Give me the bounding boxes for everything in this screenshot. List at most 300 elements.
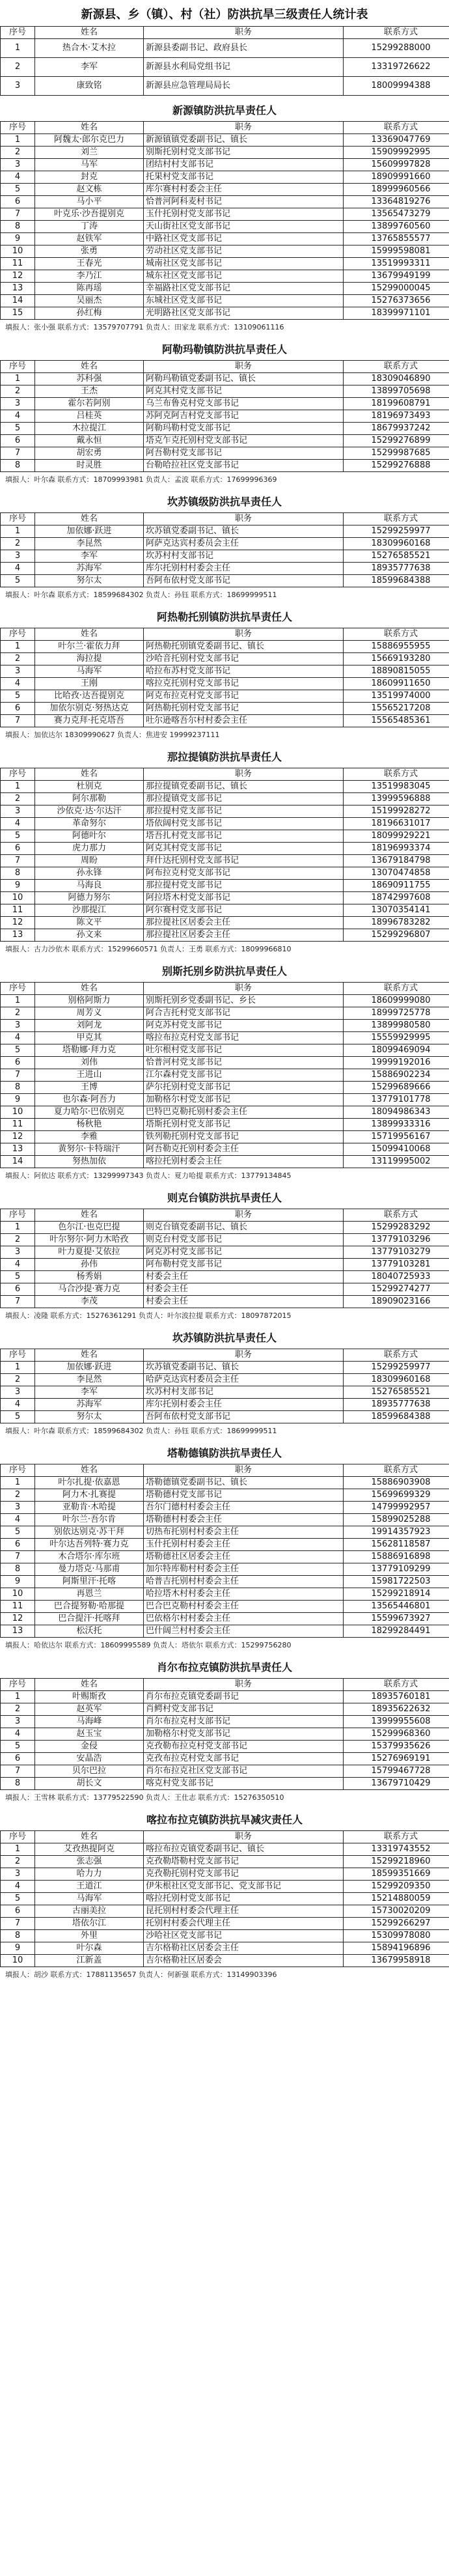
cell-index: 12 <box>1 1613 35 1625</box>
cell-contact: 18309046890 <box>344 373 449 385</box>
cell-name: 加依娜·跃进 <box>35 525 144 538</box>
cell-name: 封克 <box>35 171 144 184</box>
table-row <box>1 1778 449 1790</box>
table-row <box>1 1234 449 1246</box>
cell-position: 喀拉托别村党支部书记 <box>144 1893 344 1905</box>
cell-position: 新源县应急管理局局长 <box>144 77 344 96</box>
cell-index: 4 <box>1 1259 35 1271</box>
table-row <box>1 1007 449 1020</box>
cell-contact: 18040725933 <box>344 1271 449 1283</box>
cell-position: 阿克其村党支部书记 <box>144 385 344 398</box>
cell-contact: 15799467728 <box>344 1765 449 1778</box>
table-row <box>1 563 449 575</box>
header-contact: 联系方式 <box>344 1349 449 1362</box>
section-block <box>0 335 449 484</box>
cell-name: 木合塔尔·库尔班 <box>35 1551 144 1563</box>
cell-contact: 13519983045 <box>344 781 449 793</box>
table-row <box>1 1905 449 1918</box>
table-row <box>1 525 449 538</box>
cell-index: 2 <box>1 1007 35 1020</box>
table-header-row <box>1 122 449 134</box>
cell-index: 8 <box>1 460 35 472</box>
header-index: 序号 <box>1 1831 35 1843</box>
header-name: 姓名 <box>35 1464 144 1477</box>
cell-position: 塔依阔村党支部书记 <box>144 818 344 830</box>
cell-contact: 18609911650 <box>344 678 449 690</box>
cell-position: 切热布托别村村委会主任 <box>144 1526 344 1539</box>
cell-name: 陈文平 <box>35 917 144 929</box>
cell-contact: 18094986343 <box>344 1106 449 1119</box>
cell-index: 10 <box>1 892 35 904</box>
cell-name: 马海军 <box>35 1893 144 1905</box>
cell-contact: 18999725778 <box>344 1007 449 1020</box>
table-row <box>1 929 449 942</box>
cell-index: 8 <box>1 1930 35 1942</box>
cell-index: 13 <box>1 929 35 942</box>
table-header-row <box>1 628 449 641</box>
cell-position: 喀拉托别村委会主任 <box>144 1156 344 1168</box>
table-row <box>1 904 449 917</box>
cell-position: 恰普河阿科麦村书记 <box>144 196 344 208</box>
table-row <box>1 1057 449 1069</box>
cell-position: 巴依格尔村村委会主任 <box>144 1613 344 1625</box>
section-block <box>0 96 449 332</box>
table-row <box>1 641 449 653</box>
cell-name: 叶尔森 <box>35 1942 144 1955</box>
cell-name: 周芳义 <box>35 1007 144 1020</box>
section-block <box>0 1805 449 1980</box>
cell-contact: 18309960168 <box>344 1374 449 1386</box>
table-row <box>1 1362 449 1374</box>
cell-contact: 18996783282 <box>344 917 449 929</box>
table-row <box>1 233 449 245</box>
responsibility-table <box>0 1678 449 1790</box>
county-table-body <box>1 39 449 96</box>
cell-name: 苏海军 <box>35 1399 144 1411</box>
cell-contact: 13779101778 <box>344 1094 449 1106</box>
cell-index: 8 <box>1 1563 35 1576</box>
cell-name: 叶尔兰·吾尔肯 <box>35 1514 144 1526</box>
cell-contact: 14799992957 <box>344 1502 449 1514</box>
cell-position: 坎苏村村支部书记 <box>144 550 344 563</box>
header-index: 序号 <box>1 361 35 373</box>
cell-contact: 15894196896 <box>344 1942 449 1955</box>
cell-position: 沙哈社区党支部书记 <box>144 1930 344 1942</box>
cell-name: 李乃江 <box>35 270 144 283</box>
cell-position: 光明路社区党支部书记 <box>144 307 344 320</box>
table-row <box>1 1728 449 1741</box>
cell-name: 赵文栋 <box>35 184 144 196</box>
cell-position: 那拉提村党支部书记 <box>144 880 344 892</box>
table-row <box>1 1868 449 1881</box>
cell-index: 9 <box>1 233 35 245</box>
section-footer-reporter: 填报人：阿依达 联系方式：13299997343 负责人：夏力哈提 联系方式：13779134845 <box>5 1171 292 1180</box>
cell-index: 1 <box>1 995 35 1007</box>
cell-name: 赵英军 <box>35 1703 144 1716</box>
table-row <box>1 1386 449 1399</box>
table-row <box>1 1856 449 1868</box>
cell-position: 坎苏镇党委副书记、镇长 <box>144 1362 344 1374</box>
cell-position: 阿勒玛勒镇党委副书记、镇长 <box>144 373 344 385</box>
cell-position: 东城社区党支部书记 <box>144 295 344 307</box>
cell-index: 11 <box>1 904 35 917</box>
cell-name: 比哈孜·达吾提别克 <box>35 690 144 703</box>
table-row <box>1 1930 449 1942</box>
cell-position: 伊朱根社区党支部书记、党支部书记 <box>144 1881 344 1893</box>
cell-position: 江尔森村党支部书记 <box>144 1069 344 1082</box>
cell-name: 王春光 <box>35 258 144 270</box>
cell-index: 12 <box>1 1131 35 1143</box>
cell-index: 13 <box>1 1143 35 1156</box>
cell-position: 新源县委副书记、政府县长 <box>144 39 344 58</box>
cell-contact: 13899980580 <box>344 1020 449 1032</box>
table-row <box>1 1881 449 1893</box>
cell-name: 李昆然 <box>35 538 144 550</box>
cell-name: 艾孜热提阿克 <box>35 1843 144 1856</box>
table-row <box>1 1539 449 1551</box>
cell-index: 6 <box>1 1753 35 1765</box>
cell-position: 阿吾勒村党支部书记 <box>144 447 344 460</box>
cell-position: 喀拉布拉克镇党委副书记、镇长 <box>144 1843 344 1856</box>
cell-index: 8 <box>1 867 35 880</box>
cell-position: 那拉提社区居委会主任 <box>144 917 344 929</box>
table-row <box>1 793 449 805</box>
cell-position: 库尔托别村村委会主任 <box>144 563 344 575</box>
table-row <box>1 538 449 550</box>
table-row <box>1 159 449 171</box>
cell-contact: 15299283292 <box>344 1222 449 1234</box>
cell-index: 6 <box>1 196 35 208</box>
cell-index: 12 <box>1 917 35 929</box>
cell-name: 时灵胜 <box>35 460 144 472</box>
section-title: 肖尔布拉克镇防洪抗旱责任人 <box>156 1661 292 1673</box>
cell-contact: 18679937242 <box>344 423 449 435</box>
table-row <box>1 1691 449 1703</box>
cell-name: 叶力夏提·艾依拉 <box>35 1246 144 1259</box>
cell-name: 甲克其 <box>35 1032 144 1044</box>
cell-index: 2 <box>1 538 35 550</box>
cell-position: 阿拉塔木村党支部书记 <box>144 892 344 904</box>
cell-contact: 18199608791 <box>344 398 449 410</box>
table-row <box>1 1551 449 1563</box>
cell-index: 8 <box>1 1778 35 1790</box>
cell-contact: 15276585521 <box>344 1386 449 1399</box>
cell-contact: 18935760181 <box>344 1691 449 1703</box>
cell-name: 李昆然 <box>35 1374 144 1386</box>
cell-contact: 18690911755 <box>344 880 449 892</box>
cell-index: 5 <box>1 1271 35 1283</box>
cell-contact: 15559929995 <box>344 1032 449 1044</box>
cell-index: 2 <box>1 1703 35 1716</box>
cell-index: 7 <box>1 208 35 221</box>
cell-name: 努尔太 <box>35 1411 144 1423</box>
table-row <box>1 1489 449 1502</box>
header-index: 序号 <box>1 983 35 995</box>
cell-contact: 13070354141 <box>344 904 449 917</box>
cell-name: 杜别克 <box>35 781 144 793</box>
header-name: 姓名 <box>35 983 144 995</box>
cell-index: 6 <box>1 1057 35 1069</box>
table-row <box>1 1069 449 1082</box>
table-row <box>1 665 449 678</box>
cell-name: 夏力哈尔·巴依别克 <box>35 1106 144 1119</box>
header-index: 序号 <box>1 768 35 781</box>
cell-position: 克孜勒托别村党支部书记 <box>144 1868 344 1881</box>
table-row <box>1 550 449 563</box>
cell-index: 7 <box>1 715 35 727</box>
cell-index: 5 <box>1 1526 35 1539</box>
cell-contact: 15299276888 <box>344 460 449 472</box>
cell-index: 1 <box>1 781 35 793</box>
cell-position: 阿合吉托村党支部书记 <box>144 1007 344 1020</box>
cell-index: 5 <box>1 575 35 587</box>
cell-position: 团结村村支部书记 <box>144 159 344 171</box>
table-header-row <box>1 1679 449 1691</box>
header-position: 职务 <box>144 513 344 525</box>
table-row <box>1 1514 449 1526</box>
section-title: 别斯托别乡防洪抗旱责任人 <box>161 965 287 977</box>
cell-position: 巴合巴克勒村村委会主任 <box>144 1601 344 1613</box>
table-row <box>1 460 449 472</box>
header-name: 姓名 <box>35 513 144 525</box>
cell-name: 加依尔别克·努热达克 <box>35 703 144 715</box>
cell-contact: 15309978080 <box>344 1930 449 1942</box>
cell-index: 13 <box>1 1625 35 1638</box>
cell-contact: 18890815055 <box>344 665 449 678</box>
cell-position: 吐尔逊喀吾尔村村委会主任 <box>144 715 344 727</box>
cell-contact: 13765855577 <box>344 233 449 245</box>
cell-index: 4 <box>1 818 35 830</box>
table-row <box>1 1131 449 1143</box>
cell-contact: 13679958918 <box>344 1955 449 1967</box>
cell-name: 外里 <box>35 1930 144 1942</box>
cell-position: 塔克乍克托别村党支部书记 <box>144 435 344 447</box>
table-row <box>1 1601 449 1613</box>
header-contact: 联系方式 <box>344 1209 449 1222</box>
cell-position: 塔勒德村党支部书记 <box>144 1489 344 1502</box>
cell-index: 8 <box>1 221 35 233</box>
cell-name: 陈再瑶 <box>35 283 144 295</box>
cell-position: 阿布勒村党支部书记 <box>144 1259 344 1271</box>
cell-position: 肖尔布拉克镇党委副书记 <box>144 1691 344 1703</box>
table-row <box>1 385 449 398</box>
cell-name: 刘阿龙 <box>35 1020 144 1032</box>
cell-contact: 18935777638 <box>344 563 449 575</box>
table-row <box>1 1143 449 1156</box>
header-position: 职务 <box>144 1209 344 1222</box>
cell-contact: 19999192016 <box>344 1057 449 1069</box>
cell-index: 5 <box>1 830 35 843</box>
cell-index: 10 <box>1 245 35 258</box>
cell-name: 霍尔若阿别 <box>35 398 144 410</box>
cell-contact: 15299296807 <box>344 929 449 942</box>
cell-position: 阿克其村党支部书记 <box>144 843 344 855</box>
cell-index: 14 <box>1 1156 35 1168</box>
table-row <box>1 1399 449 1411</box>
header-index: 序号 <box>1 1349 35 1362</box>
table-row <box>1 1588 449 1601</box>
cell-position: 塔勒德村村委会主任 <box>144 1514 344 1526</box>
cell-index: 7 <box>1 855 35 867</box>
table-row <box>1 171 449 184</box>
table-row <box>1 221 449 233</box>
cell-position: 幸福路社区党支部书记 <box>144 283 344 295</box>
table-row <box>1 184 449 196</box>
section-title: 阿热勒托别镇防洪抗旱责任人 <box>156 611 292 623</box>
cell-position: 加尔特库勒村村委会主任 <box>144 1563 344 1576</box>
cell-position: 阿萨克达宾村委员会主任 <box>144 538 344 550</box>
responsibility-table <box>0 121 449 320</box>
section-block <box>0 1323 449 1436</box>
cell-position: 加勒格尔村党支部书记 <box>144 1728 344 1741</box>
cell-contact: 19914357923 <box>344 1526 449 1539</box>
cell-position: 吉尔格勒社区居委会主任 <box>144 1942 344 1955</box>
cell-name: 赵铁军 <box>35 233 144 245</box>
cell-position: 托果村党支部书记 <box>144 171 344 184</box>
cell-contact: 13369047769 <box>344 134 449 147</box>
cell-name: 马军 <box>35 159 144 171</box>
header-contact: 联系方式 <box>344 628 449 641</box>
cell-name: 刘伟 <box>35 1057 144 1069</box>
cell-name: 贝尔巴拉 <box>35 1765 144 1778</box>
cell-position: 克孜布拉克村党支部书记 <box>144 1753 344 1765</box>
table-row <box>1 1156 449 1168</box>
township-sections <box>0 96 449 1980</box>
responsibility-table <box>0 1830 449 1967</box>
cell-name: 胡宏勇 <box>35 447 144 460</box>
cell-index: 14 <box>1 295 35 307</box>
cell-name: 丁涛 <box>35 221 144 233</box>
table-row <box>1 1283 449 1296</box>
cell-index: 2 <box>1 653 35 665</box>
table-row <box>1 867 449 880</box>
cell-name: 金侵 <box>35 1741 144 1753</box>
cell-name: 松沃托 <box>35 1625 144 1638</box>
cell-index: 12 <box>1 270 35 283</box>
table-row <box>1 423 449 435</box>
cell-index: 10 <box>1 1588 35 1601</box>
table-row <box>1 77 449 96</box>
cell-index: 6 <box>1 435 35 447</box>
cell-position: 昆托别村村委会代理主任 <box>144 1905 344 1918</box>
cell-name: 李军 <box>35 1386 144 1399</box>
section-block <box>0 487 449 600</box>
cell-index: 2 <box>1 1374 35 1386</box>
table-row <box>1 373 449 385</box>
cell-position: 别斯托别乡党委副书记、乡长 <box>144 995 344 1007</box>
cell-name: 阿斯里汗·托喀 <box>35 1576 144 1588</box>
table-row <box>1 830 449 843</box>
cell-name: 马小平 <box>35 196 144 208</box>
section-title: 坎苏镇级防洪抗旱责任人 <box>167 496 282 508</box>
header-index: 序号 <box>1 513 35 525</box>
cell-position: 吾尔门德村村委会主任 <box>144 1502 344 1514</box>
cell-position: 天山街社区党支部书记 <box>144 221 344 233</box>
cell-index: 3 <box>1 1502 35 1514</box>
cell-contact: 15886903908 <box>344 1477 449 1489</box>
cell-position: 吾阿布依村党支部书记 <box>144 575 344 587</box>
cell-contact: 15886902234 <box>344 1069 449 1082</box>
cell-index: 2 <box>1 1489 35 1502</box>
cell-index: 5 <box>1 184 35 196</box>
cell-index: 7 <box>1 1765 35 1778</box>
cell-index: 4 <box>1 1881 35 1893</box>
cell-contact: 18196631017 <box>344 818 449 830</box>
table-row <box>1 307 449 320</box>
cell-index: 4 <box>1 1514 35 1526</box>
cell-contact: 15609997828 <box>344 159 449 171</box>
table-row <box>1 1374 449 1386</box>
cell-position: 那拉提社区居委会主任 <box>144 929 344 942</box>
table-row <box>1 843 449 855</box>
cell-position: 加勒格尔村党支部书记 <box>144 1094 344 1106</box>
cell-name: 叶尔努尔·阿力木哈孜 <box>35 1234 144 1246</box>
section-title: 喀拉布拉克镇防洪抗旱减灾责任人 <box>146 1813 303 1826</box>
cell-name: 吕桂英 <box>35 410 144 423</box>
table-row <box>1 1119 449 1131</box>
cell-index: 11 <box>1 258 35 270</box>
table-row <box>1 855 449 867</box>
cell-index: 1 <box>1 39 35 58</box>
table-header-row <box>1 513 449 525</box>
section-footer-reporter: 填报人：王雪林 联系方式：13779522590 负责人：王仕志 联系方式：15276350510 <box>5 1793 284 1802</box>
table-row <box>1 258 449 270</box>
cell-name: 巴合提努勒·哈那提 <box>35 1601 144 1613</box>
cell-position: 巴什阔兰村村委会主任 <box>144 1625 344 1638</box>
cell-position: 城南社区党支部书记 <box>144 258 344 270</box>
header-position: 职务 <box>144 122 344 134</box>
cell-index: 3 <box>1 398 35 410</box>
table-row <box>1 1893 449 1905</box>
cell-contact: 15299259977 <box>344 525 449 538</box>
section-footer-reporter: 填报人：凌隆 联系方式：15276361291 负责人：叶尔波拉提 联系方式：18097872015 <box>5 1311 292 1320</box>
cell-name: 马海军 <box>35 665 144 678</box>
responsibility-table <box>0 1464 449 1638</box>
cell-index: 1 <box>1 134 35 147</box>
cell-name: 马海峰 <box>35 1716 144 1728</box>
cell-index: 9 <box>1 1094 35 1106</box>
header-index: 序号 <box>1 1209 35 1222</box>
cell-contact: 15299968360 <box>344 1728 449 1741</box>
cell-name: 巴合提汗·托喀拜 <box>35 1613 144 1625</box>
cell-name: 苏海军 <box>35 563 144 575</box>
cell-contact: 15099410068 <box>344 1143 449 1156</box>
cell-contact: 13679710429 <box>344 1778 449 1790</box>
cell-contact: 18599351669 <box>344 1868 449 1881</box>
cell-name: 刘兰 <box>35 147 144 159</box>
table-row <box>1 1082 449 1094</box>
cell-name: 杨秋艳 <box>35 1119 144 1131</box>
cell-name: 海拉提 <box>35 653 144 665</box>
table-header-row <box>1 1349 449 1362</box>
table-row <box>1 575 449 587</box>
cell-index: 1 <box>1 373 35 385</box>
cell-contact: 15299000045 <box>344 283 449 295</box>
cell-index: 3 <box>1 1868 35 1881</box>
cell-name: 古丽美拉 <box>35 1905 144 1918</box>
responsibility-table <box>0 768 449 942</box>
cell-contact: 15981722503 <box>344 1576 449 1588</box>
cell-contact: 15886955955 <box>344 641 449 653</box>
header-position: 职务 <box>144 628 344 641</box>
cell-index: 11 <box>1 1601 35 1613</box>
section-footer-reporter: 填报人：哈依达尔 联系方式：18609995589 负责人：塔依尔 联系方式：15299756280 <box>5 1641 292 1649</box>
cell-index: 9 <box>1 1576 35 1588</box>
cell-contact: 18909023166 <box>344 1296 449 1308</box>
cell-contact: 13779103296 <box>344 1234 449 1246</box>
cell-index: 7 <box>1 447 35 460</box>
table-row <box>1 818 449 830</box>
